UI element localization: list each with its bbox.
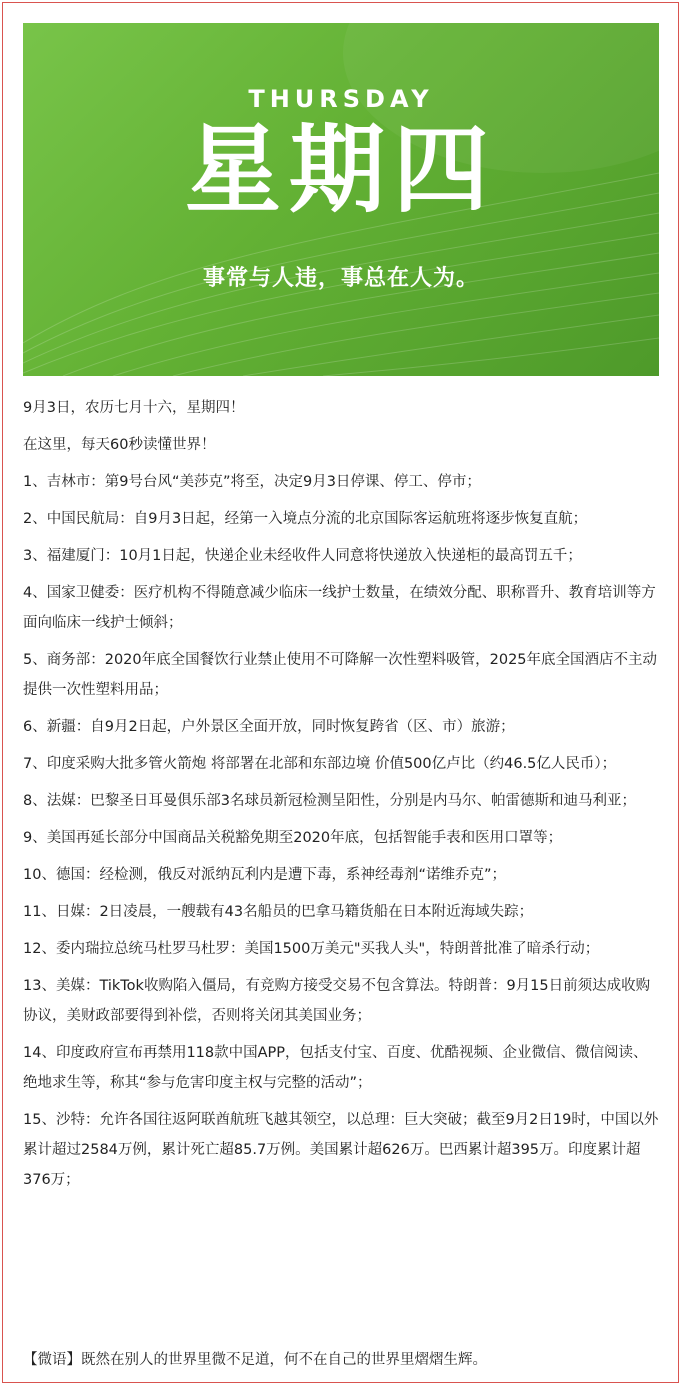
news-item: 11、日媒：2日凌晨，一艘载有43名船员的巴拿马籍货船在日本附近海域失踪； <box>23 904 534 920</box>
footer-quote: 【微语】既然在别人的世界里微不足道，何不在自己的世界里熠熠生辉。 <box>23 1352 487 1368</box>
news-item: 5、商务部：2020年底全国餐饮行业禁止使用不可降解一次性塑料吸管，2025年底全国酒店不主动提供一次性塑料用品； <box>23 652 658 698</box>
banner-motto: 事常与人违，事总在人为。 <box>202 265 479 291</box>
news-item: 2、中国民航局：自9月3日起，经第一入境点分流的北京国际客运航班将逐步恢复直航； <box>23 511 588 527</box>
news-item: 4、国家卫健委：医疗机构不得随意减少临床一线护士数量，在绩效分配、职称晋升、教育培训等方面向临床一线护士倾斜； <box>23 585 656 631</box>
day-english-title: THURSDAY <box>248 85 434 113</box>
tagline: 在这里，每天60秒读懂世界！ <box>23 437 216 453</box>
news-item: 8、法媒：巴黎圣日耳曼俱乐部3名球员新冠检测呈阳性，分别是内马尔、帕雷德斯和迪马利亚； <box>23 793 636 809</box>
news-item: 13、美媒：TikTok收购陷入僵局，有竞购方接受交易不包含算法。特朗普：9月15日前须达成收购协议，美财政部要得到补偿，否则将关闭其美国业务； <box>23 978 651 1024</box>
news-content <box>23 393 659 1202</box>
date-line: 9月3日，农历七月十六，星期四！ <box>23 400 245 416</box>
news-item: 3、福建厦门：10月1日起，快递企业未经收件人同意将快递放入快递柜的最高罚五千； <box>23 548 582 564</box>
news-item: 1、吉林市：第9号台风“美莎克”将至，决定9月3日停课、停工、停市； <box>23 474 481 490</box>
news-item: 15、沙特：允许各国往返阿联酋航班飞越其领空，以总理：巨大突破；截至9月2日19时，中国以外累计超过2584万例，累计死亡超85.7万例。美国累计超626万。巴西累计超395万。印度累计超376万； <box>23 1112 659 1188</box>
day-chinese-title: 星期四 <box>185 113 497 226</box>
day-banner <box>23 23 659 376</box>
news-item: 12、委内瑞拉总统马杜罗马杜罗：美国1500万美元"买我人头"，特朗普批准了暗杀行动； <box>23 941 600 957</box>
news-item: 6、新疆：自9月2日起，户外景区全面开放，同时恢复跨省（区、市）旅游； <box>23 719 515 735</box>
news-item: 9、美国再延长部分中国商品关税豁免期至2020年底，包括智能手表和医用口罩等； <box>23 830 563 846</box>
news-item: 7、印度采购大批多管火箭炮 将部署在北部和东部边境 价值500亿卢比（约46.5亿人民币）； <box>23 756 617 772</box>
news-item: 14、印度政府宣布再禁用118款中国APP，包括支付宝、百度、优酷视频、企业微信、微信阅读、绝地求生等，称其“参与危害印度主权与完整的活动”； <box>23 1045 648 1091</box>
news-item: 10、德国：经检测，俄反对派纳瓦利内是遭下毒，系神经毒剂“诺维乔克”； <box>23 867 506 883</box>
